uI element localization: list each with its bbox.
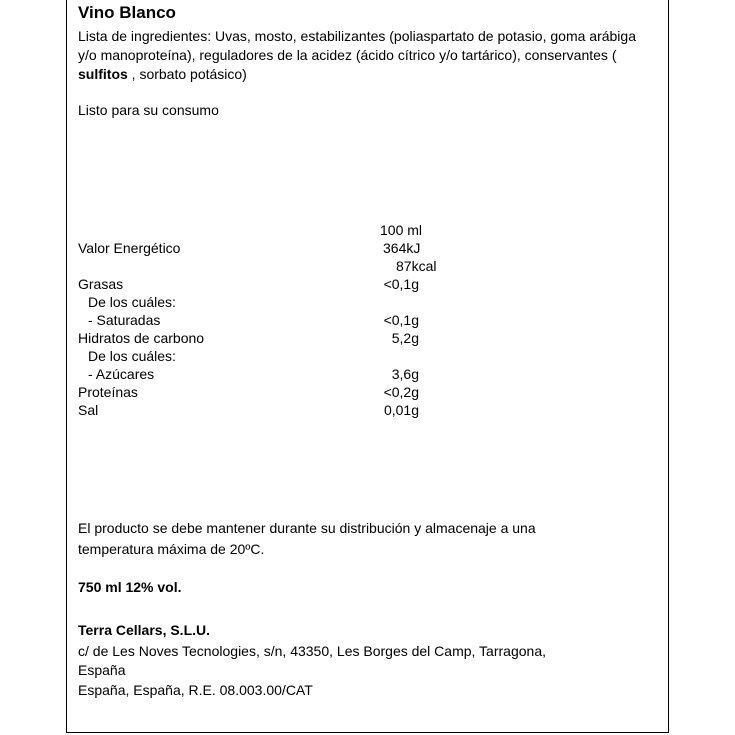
nutrition-column-header: 100 ml (380, 222, 423, 238)
fat-label: Grasas (78, 276, 124, 292)
carbs-label: Hidratos de carbono (78, 330, 205, 346)
company-registry: España, España, R.E. 08.003.00/CAT (78, 682, 313, 698)
saturated-label: - Saturadas (88, 312, 161, 328)
fat-value: <0,1g (383, 276, 419, 292)
product-title: Vino Blanco (78, 3, 176, 22)
sugars-label: - Azúcares (88, 366, 155, 382)
energy-label: Valor Energético (78, 240, 181, 256)
protein-label: Proteínas (78, 384, 138, 400)
energy-kcal-value: 87kcal (396, 258, 437, 274)
ingredients-text: Lista de ingredientes: Uvas, mosto, estabilizantes (poliaspartato de potasio, goma arábiga y/o manoproteína), reguladores de la acidez (ácido cítrico y/o tartárico), conservantes ( (78, 28, 636, 63)
carbs-value: 5,2g (391, 330, 419, 346)
salt-label: Sal (78, 402, 99, 418)
volume-abv: 750 ml 12% vol. (78, 579, 182, 595)
ingredients-text-end: , sorbato potásico) (127, 66, 247, 82)
storage-line-2: temperatura máxima de 20ºC. (78, 541, 265, 557)
carbs-sub-label: De los cuáles: (88, 348, 176, 364)
protein-value: <0,2g (383, 384, 419, 400)
energy-kj-value: 364kJ (383, 240, 421, 256)
ingredients-list (78, 27, 653, 84)
company-name: Terra Cellars, S.L.U. (78, 622, 211, 638)
usage-note: Listo para su consumo (78, 102, 219, 118)
allergen-sulfitos: sulfitos (78, 66, 128, 82)
storage-line-1: El producto se debe mantener durante su distribución y almacenaje a una (78, 520, 536, 536)
company-address-line-2: España (78, 662, 126, 678)
saturated-value: <0,1g (383, 312, 419, 328)
sugars-value: 3,6g (391, 366, 419, 382)
company-address-line-1: c/ de Les Noves Tecnologies, s/n, 43350, Les Borges del Camp, Tarragona, (78, 643, 546, 659)
fat-sub-label: De los cuáles: (88, 294, 176, 310)
salt-value: 0,01g (383, 402, 419, 418)
